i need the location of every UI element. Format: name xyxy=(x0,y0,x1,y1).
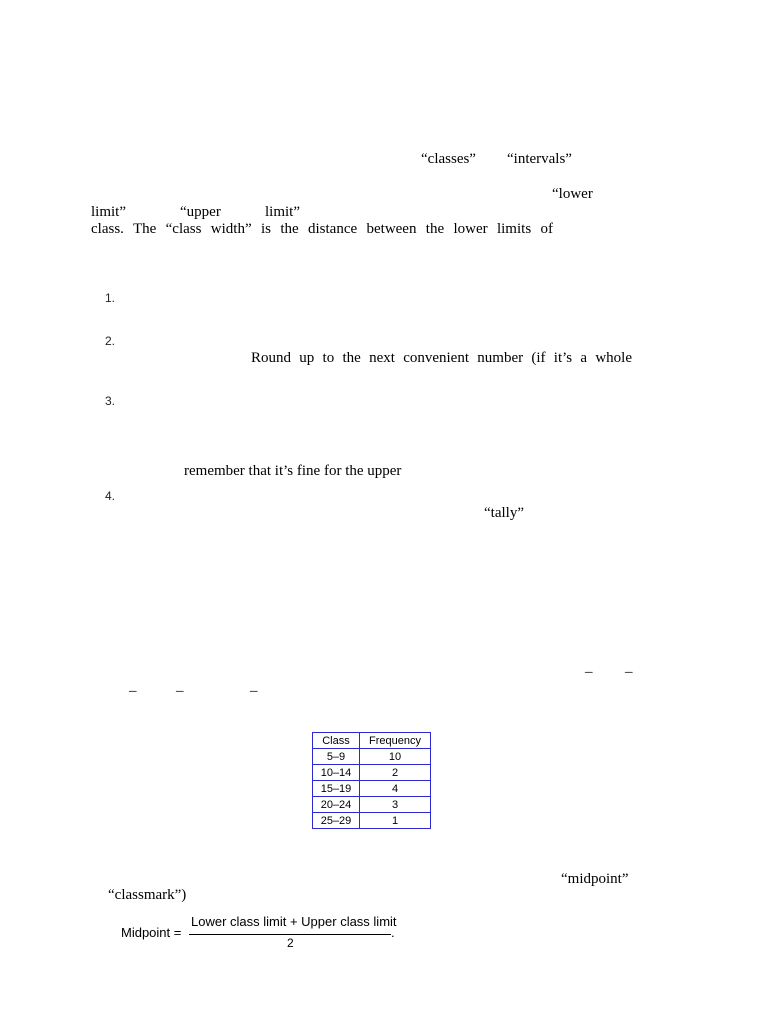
dash-3: – xyxy=(129,683,137,699)
class-cell: 15–19 xyxy=(313,781,360,797)
step-number-3: 3. xyxy=(105,394,116,408)
class-cell: 5–9 xyxy=(313,749,360,765)
column-header-frequency: Frequency xyxy=(360,733,431,749)
frequency-cell: 1 xyxy=(360,813,431,829)
term-tally: “tally” xyxy=(484,505,524,521)
step-3-fragment: remember that it’s fine for the upper xyxy=(184,463,402,479)
term-midpoint: “midpoint” xyxy=(561,871,629,887)
term-intervals: “intervals” xyxy=(507,151,572,167)
frequency-cell: 4 xyxy=(360,781,431,797)
formula-numerator: Lower class limit + Upper class limit xyxy=(191,914,397,929)
dash-2: – xyxy=(625,664,633,680)
step-number-2: 2. xyxy=(105,334,116,348)
dash-4: – xyxy=(176,683,184,699)
column-header-class: Class xyxy=(313,733,360,749)
formula-label: Midpoint = xyxy=(121,925,182,940)
term-upper: “upper xyxy=(180,204,221,220)
table-row xyxy=(313,749,431,765)
term-lower: “lower xyxy=(552,186,593,202)
class-cell: 10–14 xyxy=(313,765,360,781)
table-row xyxy=(313,813,431,829)
table-row xyxy=(313,797,431,813)
step-number-4: 4. xyxy=(105,489,116,503)
step-number-1: 1. xyxy=(105,291,116,305)
term-classmark: “classmark”) xyxy=(108,887,187,903)
fraction-bar xyxy=(189,934,391,935)
class-width-line: class. The “class width” is the distance between the lower limits of xyxy=(91,221,553,237)
term-limit-2: limit” xyxy=(265,204,300,220)
dash-5: – xyxy=(250,683,258,699)
class-cell: 25–29 xyxy=(313,813,360,829)
step-2-fragment: Round up to the next convenient number (if it’s a whole xyxy=(251,350,632,366)
table-row xyxy=(313,765,431,781)
frequency-table xyxy=(312,732,431,829)
frequency-cell: 2 xyxy=(360,765,431,781)
formula-denominator: 2 xyxy=(287,936,294,950)
frequency-cell: 3 xyxy=(360,797,431,813)
term-classes: “classes” xyxy=(421,151,476,167)
formula-period: . xyxy=(391,925,395,940)
class-cell: 20–24 xyxy=(313,797,360,813)
frequency-cell: 10 xyxy=(360,749,431,765)
table-row xyxy=(313,781,431,797)
term-limit-1: limit” xyxy=(91,204,126,220)
table-header-row xyxy=(313,733,431,749)
dash-1: – xyxy=(585,664,593,680)
